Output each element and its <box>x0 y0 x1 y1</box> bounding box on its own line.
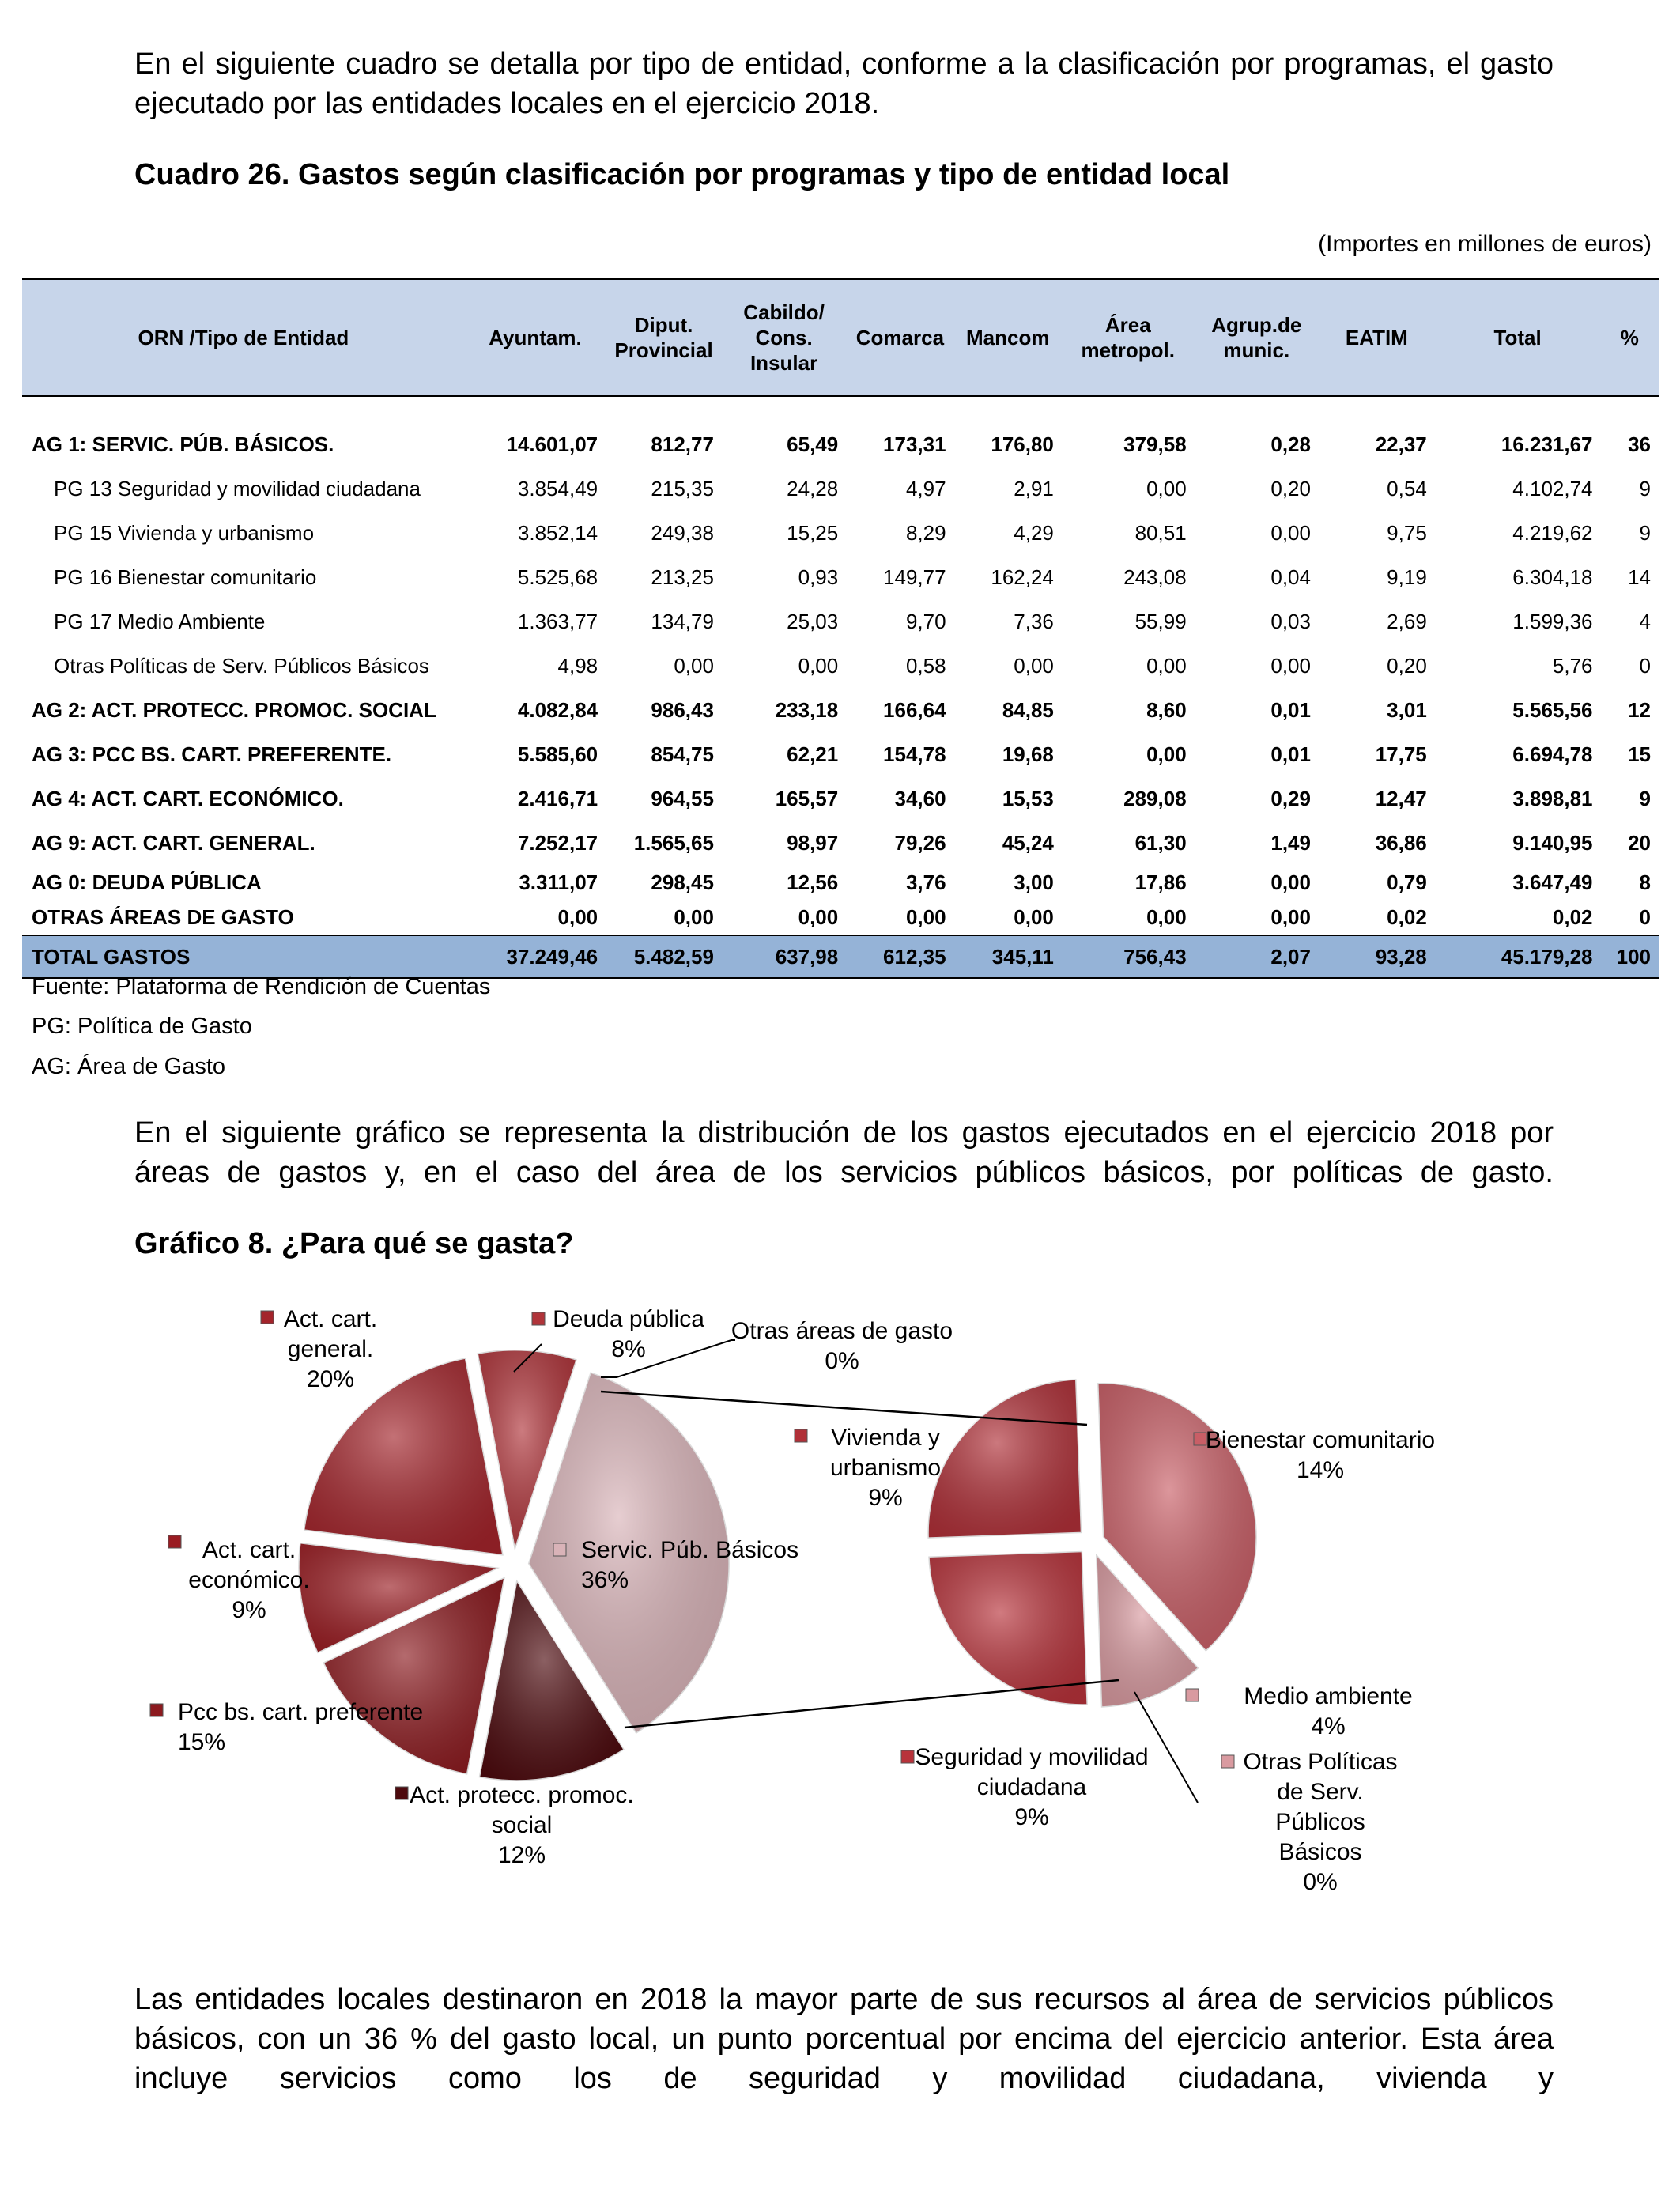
act-cart-general-label: Act. cart. <box>283 1306 378 1332</box>
table-cell: 165,57 <box>775 786 839 810</box>
table-cell: 37.249,46 <box>465 935 606 978</box>
column-header: Comarca <box>846 279 953 396</box>
table-cell: 637,98 <box>722 935 846 978</box>
bienestar-comunitario-label: 14% <box>1296 1457 1345 1483</box>
table-cell: 0,00 <box>1014 653 1054 678</box>
table-cell: 14.601,07 <box>506 432 598 456</box>
table-cell: 0,00 <box>1146 653 1187 678</box>
table-cell: 8,29 <box>905 520 946 545</box>
table-cell: 0,00 <box>1270 870 1311 894</box>
act-protecc-label: Act. protecc. promoc. <box>410 1782 634 1808</box>
column-header: Mancom <box>954 279 1062 396</box>
table-cell: 854,75 <box>651 742 714 766</box>
table-cell: 19,68 <box>1002 742 1054 766</box>
table-cell: 3.647,49 <box>1512 870 1593 894</box>
table-row <box>22 821 1659 865</box>
servic-pub-basicos-label: Servic. Púb. Básicos <box>581 1537 799 1563</box>
table-cell: 45,24 <box>1002 830 1054 855</box>
table-row <box>22 555 1659 599</box>
row-label: PG 17 Medio Ambiente <box>54 609 266 633</box>
table-cell: 3.311,07 <box>519 870 598 894</box>
table-cell: 24,28 <box>787 476 839 500</box>
row-label: AG 4: ACT. CART. ECONÓMICO. <box>32 786 344 810</box>
table-cell: 45.179,28 <box>1435 935 1601 978</box>
row-label: AG 9: ACT. CART. GENERAL. <box>32 830 315 855</box>
table-cell: 0,00 <box>1146 742 1187 766</box>
table-cell: 4.219,62 <box>1512 520 1593 545</box>
table-cell: 0,01 <box>1270 742 1311 766</box>
table-cell: 14 <box>1628 565 1651 589</box>
ag-note: AG: Área de Gasto <box>32 1054 226 1079</box>
expenditure-pie-chart <box>0 1281 1680 1929</box>
otras-politicas-label: de Serv. <box>1277 1779 1364 1805</box>
table-cell: 84,85 <box>1002 697 1054 722</box>
deuda-publica-label: 8% <box>611 1336 646 1362</box>
table-cell: 0,58 <box>905 653 946 678</box>
act-cart-economico-legend-marker <box>168 1535 181 1548</box>
table-cell: 8 <box>1639 870 1651 894</box>
row-label: AG 2: ACT. PROTECC. PROMOC. SOCIAL <box>32 697 436 722</box>
intro-paragraph: En el siguiente cuadro se detalla por tipo de entidad, conforme a la clasificación por programas, el gasto ejecutado por las entidades locales en el ejercicio 2018. <box>134 47 1554 120</box>
table-cell: 0,00 <box>1146 476 1187 500</box>
source-note: Fuente: Plataforma de Rendición de Cuentas <box>32 974 491 999</box>
table-cell: 4.102,74 <box>1512 476 1593 500</box>
column-header: EATIM <box>1319 279 1435 396</box>
table-cell: 98,97 <box>787 830 839 855</box>
servic-pub-basicos-legend-marker <box>553 1543 566 1556</box>
table-cell: 0,79 <box>1387 870 1427 894</box>
table-cell: 3,76 <box>905 870 946 894</box>
table-cell: 3.854,49 <box>517 476 598 500</box>
table-cell: 9,19 <box>1387 565 1427 589</box>
otras-politicas-legend-marker <box>1221 1755 1234 1768</box>
table-cell: 17,75 <box>1375 742 1427 766</box>
column-header: ORN /Tipo de Entidad <box>22 279 465 396</box>
act-protecc-label: social <box>491 1812 553 1838</box>
table-cell: 173,31 <box>883 432 946 456</box>
table-header-row <box>22 279 1659 396</box>
column-header: Total <box>1435 279 1601 396</box>
deuda-publica-legend-marker <box>532 1312 545 1325</box>
table-cell: 0,54 <box>1387 476 1427 500</box>
row-label: PG 16 Bienestar comunitario <box>54 565 317 589</box>
table-cell: 3,00 <box>1014 870 1054 894</box>
act-cart-general-label: 20% <box>306 1366 355 1392</box>
table-cell: 0,20 <box>1270 476 1311 500</box>
otras-areas-label: Otras áreas de gasto <box>731 1318 953 1344</box>
table-cell: 3.898,81 <box>1512 786 1593 810</box>
table-cell: 5.565,56 <box>1512 697 1593 722</box>
table-cell: 9,75 <box>1387 520 1427 545</box>
closing-paragraph: Las entidades locales destinaron en 2018 la mayor parte de sus recursos al área de servicios públicos básicos, con un 36 % del gasto local, un punto porcentual por encima del ejercicio anterior. Esta área incluye servicios como los de seguridad y movilidad ciudadana, vivienda y <box>134 1983 1554 2095</box>
act-cart-economico-label: Act. cart. <box>202 1537 296 1563</box>
table-cell: 9.140,95 <box>1512 830 1593 855</box>
table-row <box>22 865 1659 900</box>
act-cart-general-label: general. <box>287 1336 374 1362</box>
table-cell: 22,37 <box>1375 432 1427 456</box>
table-cell: 233,18 <box>775 697 839 722</box>
table-cell: 0,00 <box>798 904 839 929</box>
table-units-note: (Importes en millones de euros) <box>1318 231 1652 257</box>
table-cell: 5.585,60 <box>517 742 598 766</box>
table-cell: 0,00 <box>674 653 714 678</box>
table-cell: 3,01 <box>1387 697 1427 722</box>
table-cell: 0,00 <box>905 904 946 929</box>
table-cell: 20 <box>1628 830 1651 855</box>
table-cell: 215,35 <box>651 476 714 500</box>
table-cell: 6.304,18 <box>1512 565 1593 589</box>
table-cell: 2.416,71 <box>517 786 598 810</box>
table-cell: 36,86 <box>1375 830 1427 855</box>
row-label: PG 15 Vivienda y urbanismo <box>54 520 315 545</box>
column-header: % <box>1601 279 1659 396</box>
pcc-bs-cart-legend-marker <box>150 1704 163 1716</box>
seguridad-movilidad-legend-marker <box>901 1750 914 1763</box>
column-header: Agrup.de munic. <box>1195 279 1319 396</box>
table-cell: 1,49 <box>1270 830 1311 855</box>
table-cell: 6.694,78 <box>1512 742 1593 766</box>
vivienda-urbanismo-label: urbanismo <box>829 1455 942 1481</box>
table-cell: 4 <box>1639 609 1651 633</box>
row-label: OTRAS ÁREAS DE GASTO <box>32 904 294 929</box>
table-cell: 0,00 <box>798 653 839 678</box>
seguridad-movilidad-label: 9% <box>1014 1804 1049 1830</box>
table-cell: 964,55 <box>651 786 714 810</box>
bienestar-comunitario-legend-marker <box>1194 1433 1206 1445</box>
table-cell: 213,25 <box>651 565 714 589</box>
servic-pub-basicos-label: 36% <box>581 1567 629 1593</box>
table-cell: 612,35 <box>846 935 953 978</box>
medio-ambiente-label: 4% <box>1311 1713 1346 1739</box>
table-cell: 9 <box>1639 786 1651 810</box>
table-cell: 4,29 <box>1014 520 1054 545</box>
table-cell: 0,03 <box>1270 609 1311 633</box>
column-header: Ayuntam. <box>465 279 606 396</box>
pcc-bs-cart-label: 15% <box>178 1729 226 1755</box>
table-cell: 0,02 <box>1552 904 1593 929</box>
table-cell: 0,00 <box>1270 520 1311 545</box>
table-cell: 9 <box>1639 520 1651 545</box>
table-cell: 17,86 <box>1134 870 1187 894</box>
table-cell: 243,08 <box>1123 565 1187 589</box>
row-label: TOTAL GASTOS <box>22 935 465 978</box>
table-cell: 0,00 <box>1270 653 1311 678</box>
table-row <box>22 688 1659 732</box>
table-cell: 0,00 <box>1270 904 1311 929</box>
connector-line-bottom <box>625 1680 1119 1728</box>
act-cart-economico-label: económico. <box>188 1567 310 1593</box>
table-row <box>22 900 1659 935</box>
table-cell: 1.565,65 <box>633 830 714 855</box>
table-cell: 34,60 <box>894 786 946 810</box>
table-cell: 0,20 <box>1387 653 1427 678</box>
table-cell: 0 <box>1639 904 1651 929</box>
table-cell: 4,97 <box>905 476 946 500</box>
table-cell: 0,01 <box>1270 697 1311 722</box>
table-cell: 0,02 <box>1387 904 1427 929</box>
row-label: AG 0: DEUDA PÚBLICA <box>32 870 262 894</box>
pg-note: PG: Política de Gasto <box>32 1014 252 1039</box>
vivienda-urbanismo-legend-marker <box>795 1429 807 1442</box>
table-cell: 166,64 <box>883 697 946 722</box>
table-cell: 4,98 <box>557 653 598 678</box>
table-cell: 149,77 <box>883 565 946 589</box>
table-cell: 0 <box>1639 653 1651 678</box>
table-cell: 0,00 <box>1146 904 1187 929</box>
otras-politicas-label: 0% <box>1303 1869 1338 1895</box>
pcc-bs-cart-label: Pcc bs. cart. preferente <box>178 1699 424 1725</box>
table-cell: 7.252,17 <box>517 830 598 855</box>
table-cell: 2,91 <box>1014 476 1054 500</box>
row-label: AG 1: SERVIC. PÚB. BÁSICOS. <box>32 432 334 456</box>
table-cell: 1.599,36 <box>1512 609 1593 633</box>
otras-areas-label: 0% <box>825 1348 859 1374</box>
table-cell: 134,79 <box>651 609 714 633</box>
table-cell: 55,99 <box>1134 609 1187 633</box>
table-cell: 0,04 <box>1270 565 1311 589</box>
vivienda-urbanismo-label: Vivienda y <box>831 1425 940 1451</box>
table-cell: 379,58 <box>1123 432 1187 456</box>
table-cell: 12,47 <box>1375 786 1427 810</box>
total-row <box>22 935 1659 978</box>
deuda-publica-label: Deuda pública <box>553 1306 704 1332</box>
table-cell: 36 <box>1628 432 1651 456</box>
act-protecc-legend-marker <box>395 1787 408 1799</box>
row-label: Otras Políticas de Serv. Públicos Básicos <box>54 653 429 678</box>
table-cell: 15,53 <box>1002 786 1054 810</box>
table-cell: 25,03 <box>787 609 839 633</box>
table-cell: 1.363,77 <box>517 609 598 633</box>
table-cell: 176,80 <box>991 432 1054 456</box>
table-row <box>22 422 1659 466</box>
table-row <box>22 466 1659 511</box>
medio-ambiente-legend-marker <box>1186 1689 1199 1701</box>
breakdown-pie-slice-shade <box>927 1379 1082 1539</box>
table-cell: 16.231,67 <box>1501 432 1593 456</box>
table-row <box>22 511 1659 555</box>
expenditure-table <box>22 278 1659 979</box>
act-cart-general-legend-marker <box>261 1311 274 1324</box>
table-cell: 8,60 <box>1146 697 1187 722</box>
table-row <box>22 776 1659 821</box>
medio-ambiente-label: Medio ambiente <box>1244 1683 1413 1709</box>
table-cell: 100 <box>1601 935 1659 978</box>
table-cell: 0,00 <box>557 904 598 929</box>
table-row <box>22 732 1659 776</box>
table-cell: 0,93 <box>798 565 839 589</box>
table-cell: 5.482,59 <box>606 935 722 978</box>
row-label: AG 3: PCC BS. CART. PREFERENTE. <box>32 742 392 766</box>
table-cell: 12 <box>1628 697 1651 722</box>
table-cell: 3.852,14 <box>517 520 598 545</box>
table-cell: 62,21 <box>787 742 839 766</box>
table-cell: 12,56 <box>787 870 839 894</box>
otras-politicas-label: Públicos <box>1275 1809 1365 1835</box>
table-cell: 345,11 <box>954 935 1062 978</box>
table-cell: 80,51 <box>1134 520 1187 545</box>
table-cell: 5,76 <box>1552 653 1593 678</box>
otras-politicas-label: Básicos <box>1278 1839 1362 1865</box>
column-header: Cabildo/ Cons. Insular <box>722 279 846 396</box>
table-cell: 162,24 <box>991 565 1054 589</box>
table-cell: 756,43 <box>1062 935 1195 978</box>
table-cell: 93,28 <box>1319 935 1435 978</box>
breakdown-pie-slice-shade <box>928 1551 1088 1705</box>
seguridad-movilidad-label: Seguridad y movilidad <box>915 1744 1149 1770</box>
otras-politicas-label: Otras Políticas <box>1243 1749 1398 1775</box>
table-cell: 79,26 <box>894 830 946 855</box>
column-header: Área metropol. <box>1062 279 1195 396</box>
table-cell: 61,30 <box>1134 830 1187 855</box>
table-cell: 289,08 <box>1123 786 1187 810</box>
table-cell: 0,29 <box>1270 786 1311 810</box>
table-cell: 15 <box>1628 742 1651 766</box>
chart-title: Gráfico 8. ¿Para qué se gasta? <box>134 1227 574 1260</box>
table-cell: 154,78 <box>883 742 946 766</box>
table-cell: 2,69 <box>1387 609 1427 633</box>
table-cell: 15,25 <box>787 520 839 545</box>
chart-intro-paragraph: En el siguiente gráfico se representa la distribución de los gastos ejecutados en el ejercicio 2018 por áreas de gastos y, en el caso del área de los servicios públicos básicos, por políticas de gasto. <box>134 1116 1554 1189</box>
table-row <box>22 599 1659 644</box>
bienestar-comunitario-label: Bienestar comunitario <box>1205 1427 1436 1453</box>
column-header: Diput. Provincial <box>606 279 722 396</box>
table-cell: 7,36 <box>1014 609 1054 633</box>
act-cart-economico-label: 9% <box>232 1597 266 1623</box>
table-cell: 5.525,68 <box>517 565 598 589</box>
table-cell: 2,07 <box>1195 935 1319 978</box>
table-cell: 65,49 <box>787 432 839 456</box>
act-protecc-label: 12% <box>497 1842 546 1868</box>
table-row <box>22 644 1659 688</box>
table-cell: 0,00 <box>1014 904 1054 929</box>
row-label: PG 13 Seguridad y movilidad ciudadana <box>54 476 421 500</box>
table-cell: 4.082,84 <box>517 697 598 722</box>
table-cell: 249,38 <box>651 520 714 545</box>
table-cell: 812,77 <box>651 432 714 456</box>
table-cell: 0,00 <box>674 904 714 929</box>
table-cell: 986,43 <box>651 697 714 722</box>
table-cell: 0,28 <box>1270 432 1311 456</box>
vivienda-urbanismo-label: 9% <box>868 1485 903 1511</box>
seguridad-movilidad-label: ciudadana <box>976 1774 1087 1800</box>
table-cell: 9,70 <box>905 609 946 633</box>
table-cell: 298,45 <box>651 870 714 894</box>
table-title: Cuadro 26. Gastos según clasificación por programas y tipo de entidad local <box>134 158 1230 191</box>
table-cell: 9 <box>1639 476 1651 500</box>
